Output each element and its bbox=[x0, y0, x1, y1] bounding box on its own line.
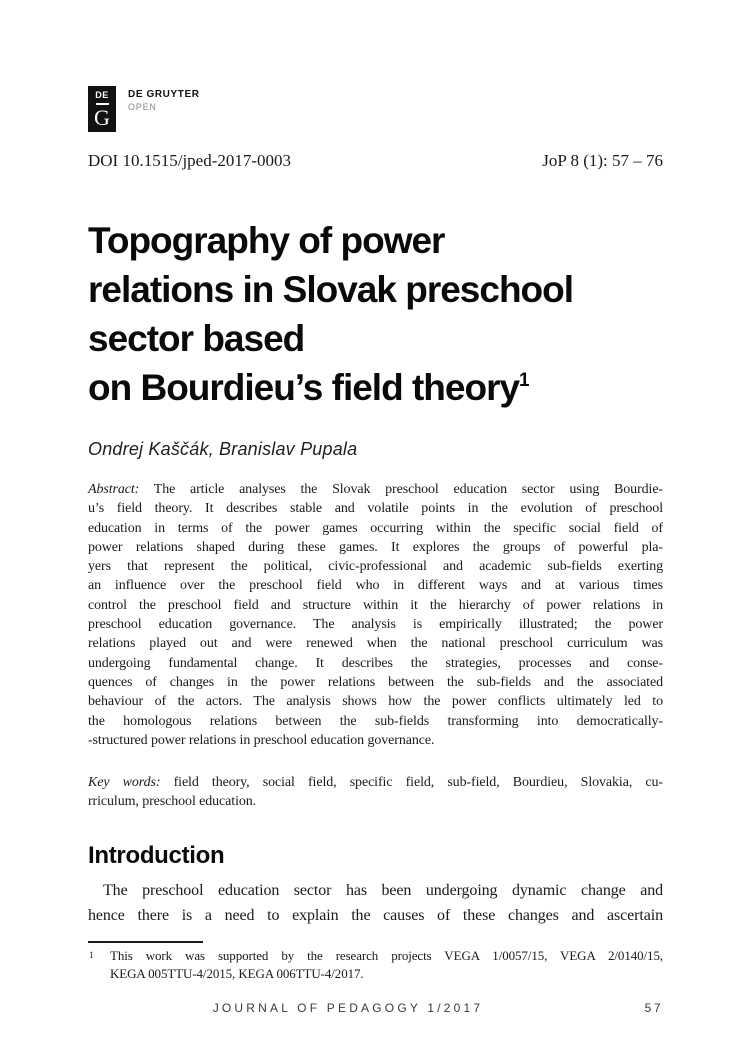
title-footnote-reference: 1 bbox=[519, 370, 530, 391]
journal-reference: JoP 8 (1): 57 – 76 bbox=[542, 151, 663, 170]
footnote-text bbox=[110, 947, 663, 982]
text-line: undergoing fundamental change. It describes the strategies, processes and conse- bbox=[88, 655, 663, 671]
article-title bbox=[88, 216, 688, 412]
text-line: control the preschool field and structure within it the hierarchy of power relations in bbox=[88, 597, 663, 613]
abstract-first-line bbox=[88, 480, 663, 499]
text-line: quences of changes in the power relations between the sub-fields and the associated bbox=[88, 674, 663, 690]
text-line: behaviour of the actors. The analysis shows how the power conflicts ultimately led to bbox=[88, 694, 663, 710]
introduction-heading: Introduction bbox=[88, 842, 225, 869]
abstract-body bbox=[88, 499, 663, 750]
text-line: preschool education governance. The analysis is empirically illustrated; the power bbox=[88, 617, 663, 633]
footnote bbox=[88, 947, 663, 982]
abstract-first-line-text: The article analyses the Slovak preschool education sector using Bourdie- bbox=[139, 482, 663, 497]
text-line: This work was supported by the research projects VEGA 1/0057/15, VEGA 2/0140/15, bbox=[110, 948, 663, 963]
text-line: hence there is a need to explain the causes of these changes and ascertain bbox=[88, 907, 663, 924]
keywords-body bbox=[88, 792, 663, 811]
doi-text: DOI 10.1515/jped-2017-0003 bbox=[88, 151, 292, 170]
keywords-label: Key words: bbox=[88, 775, 161, 790]
logo-g-letter: G bbox=[94, 105, 110, 130]
publisher-brand bbox=[88, 86, 200, 132]
publisher-open-label: OPEN bbox=[128, 102, 157, 112]
title-line-3: sector based bbox=[88, 318, 305, 359]
doi-row bbox=[88, 151, 663, 171]
text-line: relations played out and were renewed when the national preschool curriculum was bbox=[88, 636, 663, 652]
introduction-paragraph bbox=[88, 878, 663, 928]
text-line: rriculum, preschool education. bbox=[88, 794, 257, 810]
text-line: an influence over the preschool field who in different ways and at various times bbox=[88, 578, 663, 594]
abstract bbox=[88, 480, 663, 750]
footnote-divider bbox=[88, 941, 203, 943]
keywords-first-line bbox=[88, 773, 663, 792]
keywords bbox=[88, 773, 663, 812]
text-line: u’s field theory. It describes stable and volatile points in the evolution of preschool bbox=[88, 501, 663, 517]
text-line: KEGA 005TTU-4/2015, KEGA 006TTU-4/2017. bbox=[110, 965, 364, 981]
abstract-label: Abstract: bbox=[88, 482, 140, 497]
title-line-4 bbox=[88, 363, 688, 412]
de-gruyter-logo-icon bbox=[88, 86, 116, 132]
footnote-marker: 1 bbox=[89, 950, 94, 960]
keywords-first-line-text: field theory, social field, specific field, sub-field, Bourdieu, Slovakia, cu- bbox=[160, 775, 663, 790]
footer-journal-title: JOURNAL OF PEDAGOGY 1/2017 bbox=[212, 1001, 484, 1015]
text-line: education in terms of the power games occurring within the specific social field of bbox=[88, 520, 663, 536]
logo-de-text: DE bbox=[95, 90, 109, 100]
text-line: The preschool education sector has been undergoing dynamic change and bbox=[103, 882, 663, 899]
text-line: yers that represent the political, civic-professional and academic sub-fields exerting bbox=[88, 559, 663, 575]
publisher-name: DE GRUYTER bbox=[128, 89, 200, 100]
text-line: power relations shaped during these games. It explores the groups of powerful pla- bbox=[88, 539, 663, 555]
publisher-name-block bbox=[128, 86, 200, 112]
footer-page-number: 57 bbox=[644, 1001, 663, 1015]
page-footer bbox=[88, 1001, 663, 1017]
title-line-4-text: on Bourdieu’s field theory bbox=[88, 367, 520, 408]
text-line: the homologous relations between the sub-fields transforming into democratically- bbox=[88, 713, 663, 729]
title-line-2: relations in Slovak preschool bbox=[88, 269, 574, 310]
text-line: -structured power relations in preschool education governance. bbox=[88, 732, 435, 748]
title-line-1: Topography of power bbox=[88, 220, 445, 261]
authors: Ondrej Kaščák, Branislav Pupala bbox=[88, 439, 358, 459]
